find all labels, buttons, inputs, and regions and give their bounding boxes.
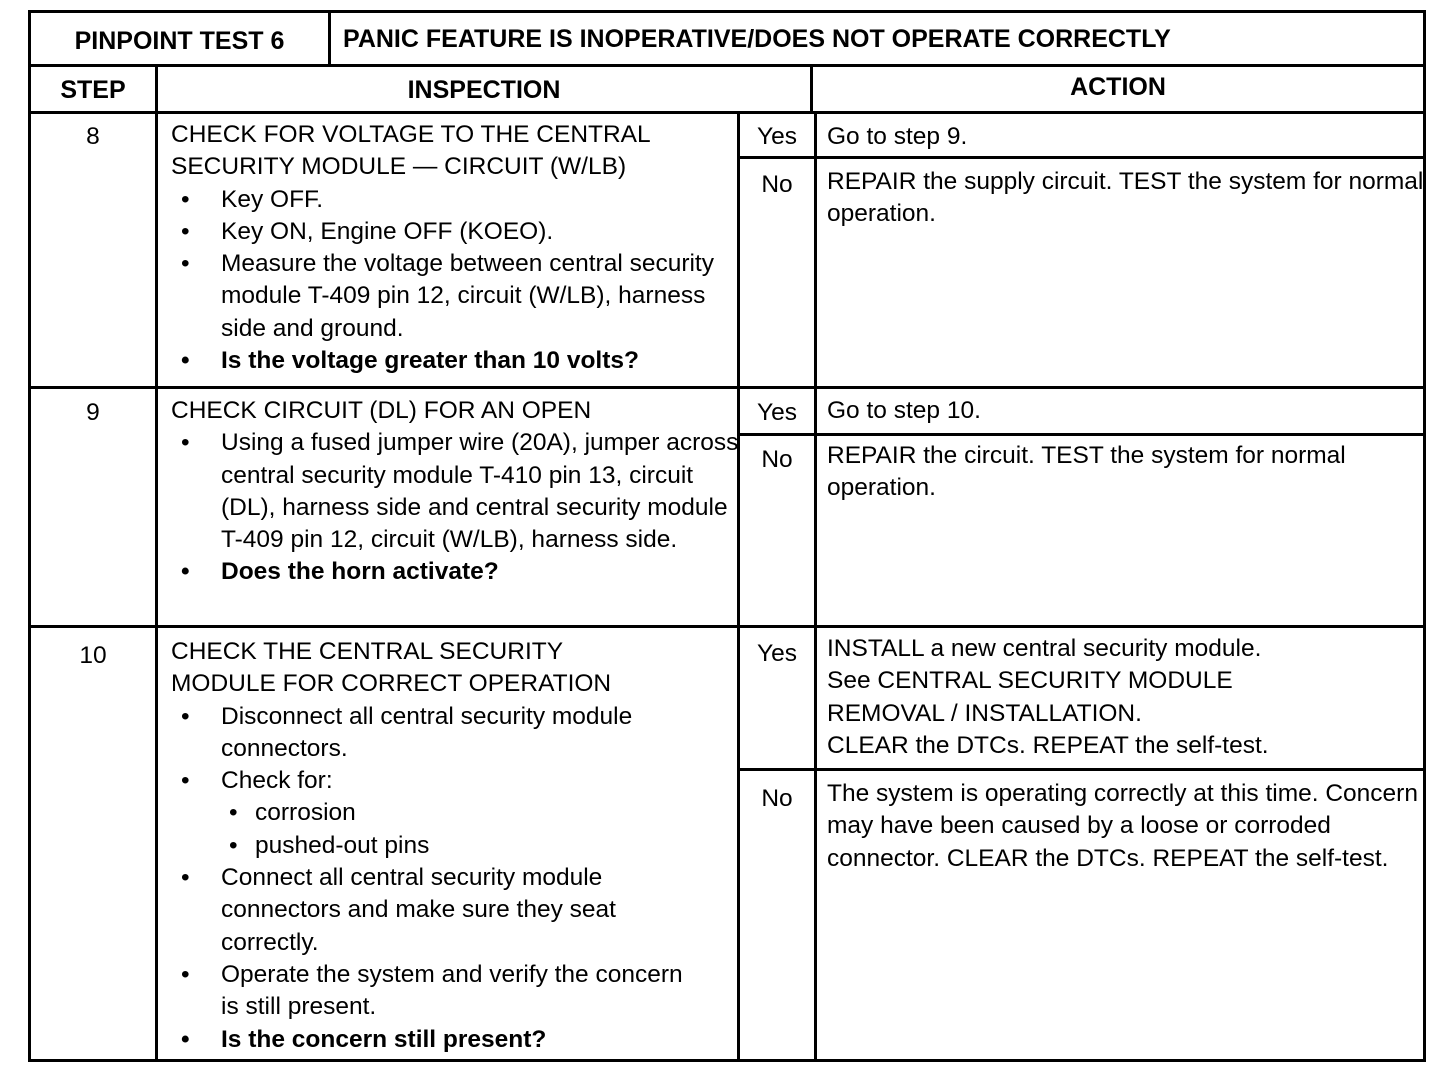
rule-action-divider [814,113,817,1059]
test-label: PINPOINT TEST 6 [74,27,285,55]
rule-row8-yes [737,156,1423,159]
inspection-bullet: • Key OFF. [171,184,741,216]
inspection-bullet: • Measure the voltage between central security module T-409 pin 12, circuit (W/LB), harness side and ground. [171,248,741,345]
rule-row8-bottom [31,386,1423,389]
inspection-bullet: • Operate the system and verify the concern is still present. [171,959,741,1024]
step-number-9: 9 [86,399,100,426]
result-yes-label: Yes [757,123,797,150]
rule-row9-yes [737,433,1423,436]
inspection-heading-line1: CHECK FOR VOLTAGE TO THE CENTRAL [171,121,651,148]
inspection-heading-line2: MODULE FOR CORRECT OPERATION [171,670,612,698]
inspection-heading-line2: SECURITY MODULE — CIRCUIT (W/LB) [171,153,627,181]
result-no-label: No [761,785,793,812]
result-no-label: No [761,446,793,473]
inspection-heading-line1: CHECK THE CENTRAL SECURITY [171,638,564,665]
inspection-bullet: • Check for: [171,765,741,797]
result-no-label: No [761,171,793,198]
column-header-inspection: INSPECTION [407,76,561,104]
inspection-sub-bullet: • pushed-out pins [171,830,741,862]
action-line: REMOVAL / INSTALLATION. [827,699,1142,727]
result-yes-label: Yes [757,640,797,667]
inspection-bullet: • Disconnect all central security module connectors. [171,701,741,766]
action-yes-step-9: Go to step 10. [827,397,981,424]
inspection-heading-line1: CHECK CIRCUIT (DL) FOR AN OPEN [171,397,592,424]
pinpoint-test-table [28,10,1426,1062]
action-line: See CENTRAL SECURITY MODULE [827,667,1233,695]
inspection-question: • Is the voltage greater than 10 volts? [171,345,741,377]
inspection-step-10 [171,636,741,1056]
rule-header-bottom [31,111,1423,114]
inspection-bullet: • Using a fused jumper wire (20A), jumper across central security module T-410 pin 13, circuit (DL), harness side and central security module T-409 pin 12, circuit (W/LB), harness side. [171,427,741,556]
inspection-step-8 [171,119,741,377]
column-header-step: STEP [60,76,126,104]
action-no-step-9: REPAIR the circuit. TEST the system for normal operation. [827,442,1346,502]
inspection-sub-bullet: • corrosion [171,797,741,829]
action-line: CLEAR the DTCs. REPEAT the self-test. [827,731,1269,759]
action-yes-step-8: Go to step 9. [827,123,968,150]
rule-title-divider [328,13,331,65]
action-line: INSTALL a new central security module. [827,635,1262,662]
rule-row9-bottom [31,625,1423,628]
step-number-10: 10 [79,642,107,669]
inspection-question: • Is the concern still present? [171,1024,741,1056]
step-number-8: 8 [86,123,100,150]
action-no-step-10: The system is operating correctly at this time. Concern may have been caused by a loose or corroded connector. CLEAR the DTCs. REPEAT the self-test. [827,780,1418,872]
inspection-bullet: • Key ON, Engine OFF (KOEO). [171,216,741,248]
result-yes-label: Yes [757,399,797,426]
inspection-step-9 [171,395,741,589]
action-yes-step-10 [827,633,1427,762]
inspection-question: • Does the horn activate? [171,556,741,588]
action-no-step-8: REPAIR the supply circuit. TEST the system for normal operation. [827,168,1424,228]
inspection-bullet: • Connect all central security module connectors and make sure they seat correctly. [171,862,741,959]
rule-step-divider [155,65,158,1059]
test-name: PANIC FEATURE IS INOPERATIVE/DOES NOT OPERATE CORRECTLY [343,25,1171,53]
column-header-action: ACTION [1070,73,1166,101]
rule-title-bottom [31,64,1423,67]
rule-row10-yes [737,768,1423,771]
